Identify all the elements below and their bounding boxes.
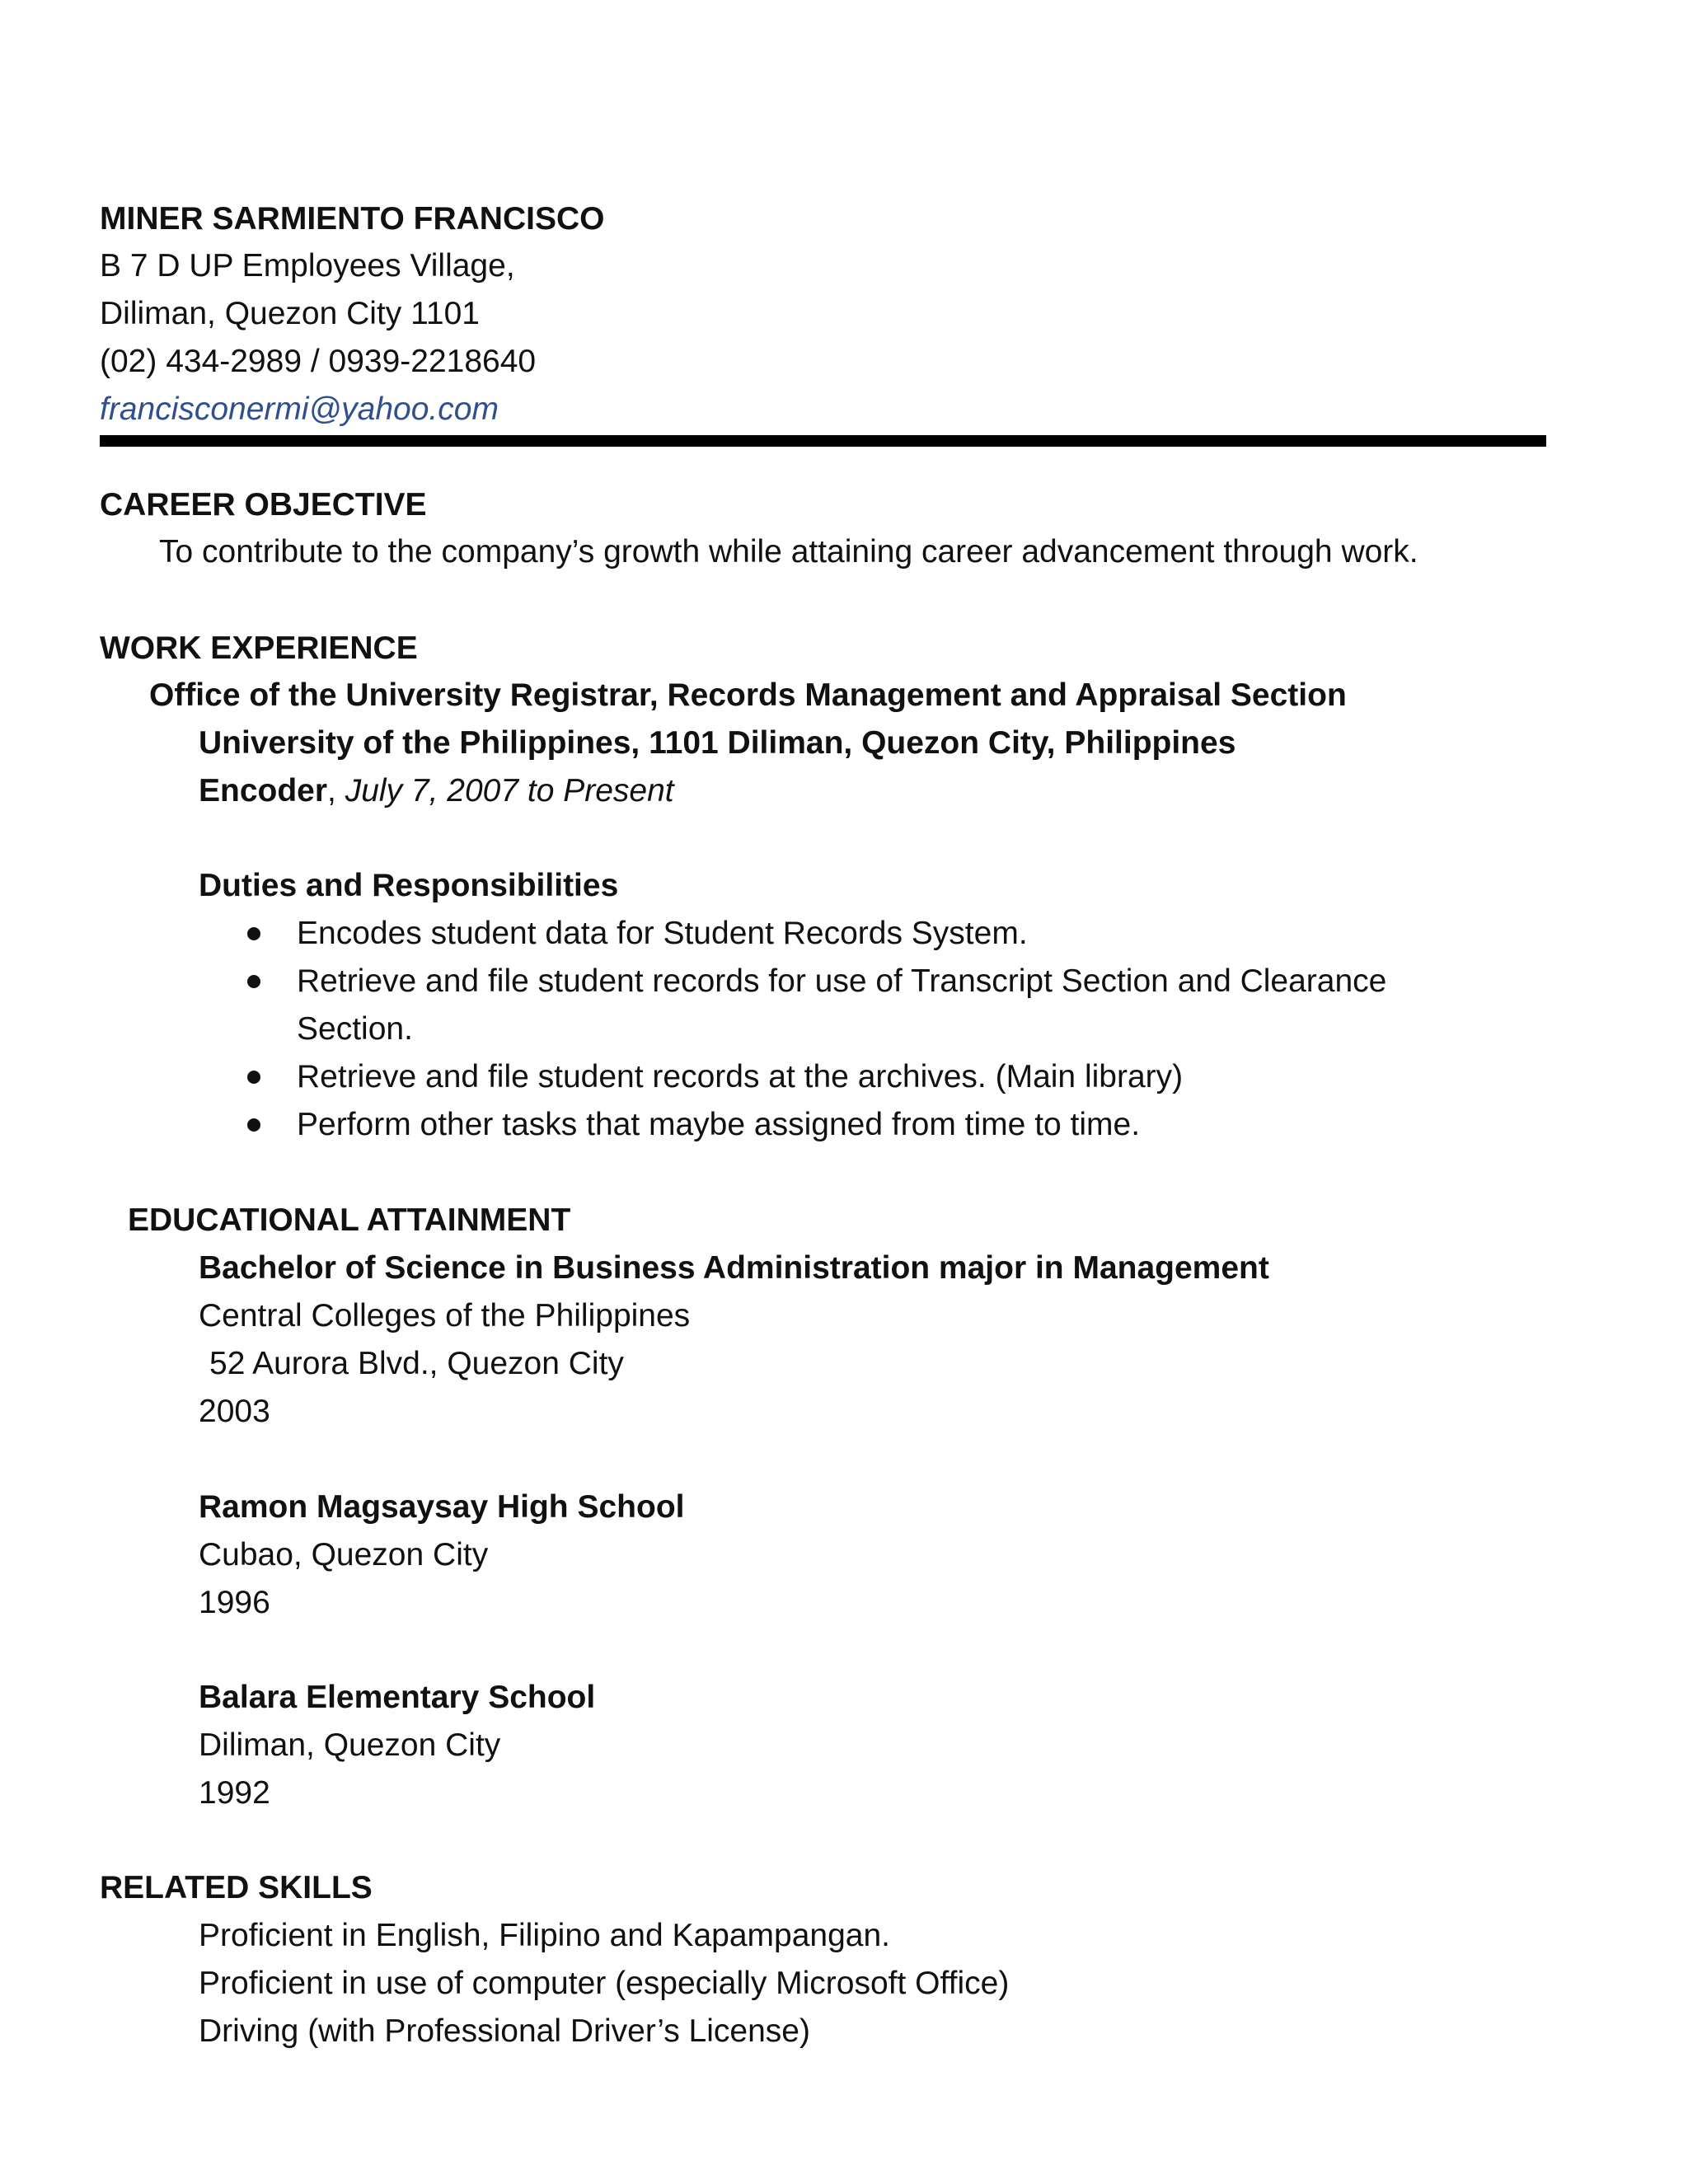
work-university: University of the Philippines, 1101 Diliman, Quezon City, Philippines xyxy=(199,725,1236,761)
duties-heading: Duties and Responsibilities xyxy=(199,868,619,903)
career-objective-text: To contribute to the company’s growth while attaining career advancement through work. xyxy=(159,534,1418,569)
address-line-1: B 7 D UP Employees Village, xyxy=(100,248,515,284)
education-degree: Bachelor of Science in Business Administration major in Management xyxy=(199,1250,1269,1286)
bullet-icon xyxy=(247,927,260,940)
education-year: 1992 xyxy=(199,1775,270,1811)
skill-item: Proficient in use of computer (especially Microsoft Office) xyxy=(199,1966,1010,2001)
work-period: July 7, 2007 to Present xyxy=(345,773,674,808)
education-address: Diliman, Quezon City xyxy=(199,1727,501,1763)
duty-item: Perform other tasks that maybe assigned from time to time. xyxy=(297,1107,1141,1142)
duty-item: Encodes student data for Student Records System. xyxy=(297,916,1028,951)
skills-heading: RELATED SKILLS xyxy=(100,1870,373,1905)
address-line-2: Diliman, Quezon City 1101 xyxy=(100,296,480,331)
work-experience-heading: WORK EXPERIENCE xyxy=(100,630,418,666)
skill-item: Proficient in English, Filipino and Kapampangan. xyxy=(199,1918,891,1953)
bullet-icon xyxy=(247,975,260,988)
header-divider xyxy=(100,435,1546,447)
education-heading: EDUCATIONAL ATTAINMENT xyxy=(128,1202,571,1238)
bullet-icon xyxy=(247,1118,260,1132)
work-office: Office of the University Registrar, Records Management and Appraisal Section xyxy=(149,677,1347,713)
duty-item: Retrieve and file student records at the archives. (Main library) xyxy=(297,1059,1184,1094)
education-school: Balara Elementary School xyxy=(199,1680,596,1715)
work-position-line: Encoder, July 7, 2007 to Present xyxy=(199,773,674,808)
education-school: Ramon Magsaysay High School xyxy=(199,1489,685,1525)
career-objective-heading: CAREER OBJECTIVE xyxy=(100,487,427,523)
education-school: Central Colleges of the Philippines xyxy=(199,1298,691,1333)
education-address: Cubao, Quezon City xyxy=(199,1537,489,1572)
education-address: 52 Aurora Blvd., Quezon City xyxy=(209,1346,624,1381)
bullet-icon xyxy=(247,1071,260,1084)
applicant-name: MINER SARMIENTO FRANCISCO xyxy=(100,201,605,237)
duty-item-continuation: Section. xyxy=(297,1011,413,1047)
work-position: Encoder xyxy=(199,773,328,808)
phone-numbers: (02) 434-2989 / 0939-2218640 xyxy=(100,344,537,379)
duty-item: Retrieve and file student records for use of Transcript Section and Clearance xyxy=(297,963,1387,999)
education-year: 1996 xyxy=(199,1585,270,1620)
email-link[interactable]: francisconermi@yahoo.com xyxy=(100,391,499,427)
education-year: 2003 xyxy=(199,1394,270,1429)
skill-item: Driving (with Professional Driver’s License) xyxy=(199,2013,810,2049)
